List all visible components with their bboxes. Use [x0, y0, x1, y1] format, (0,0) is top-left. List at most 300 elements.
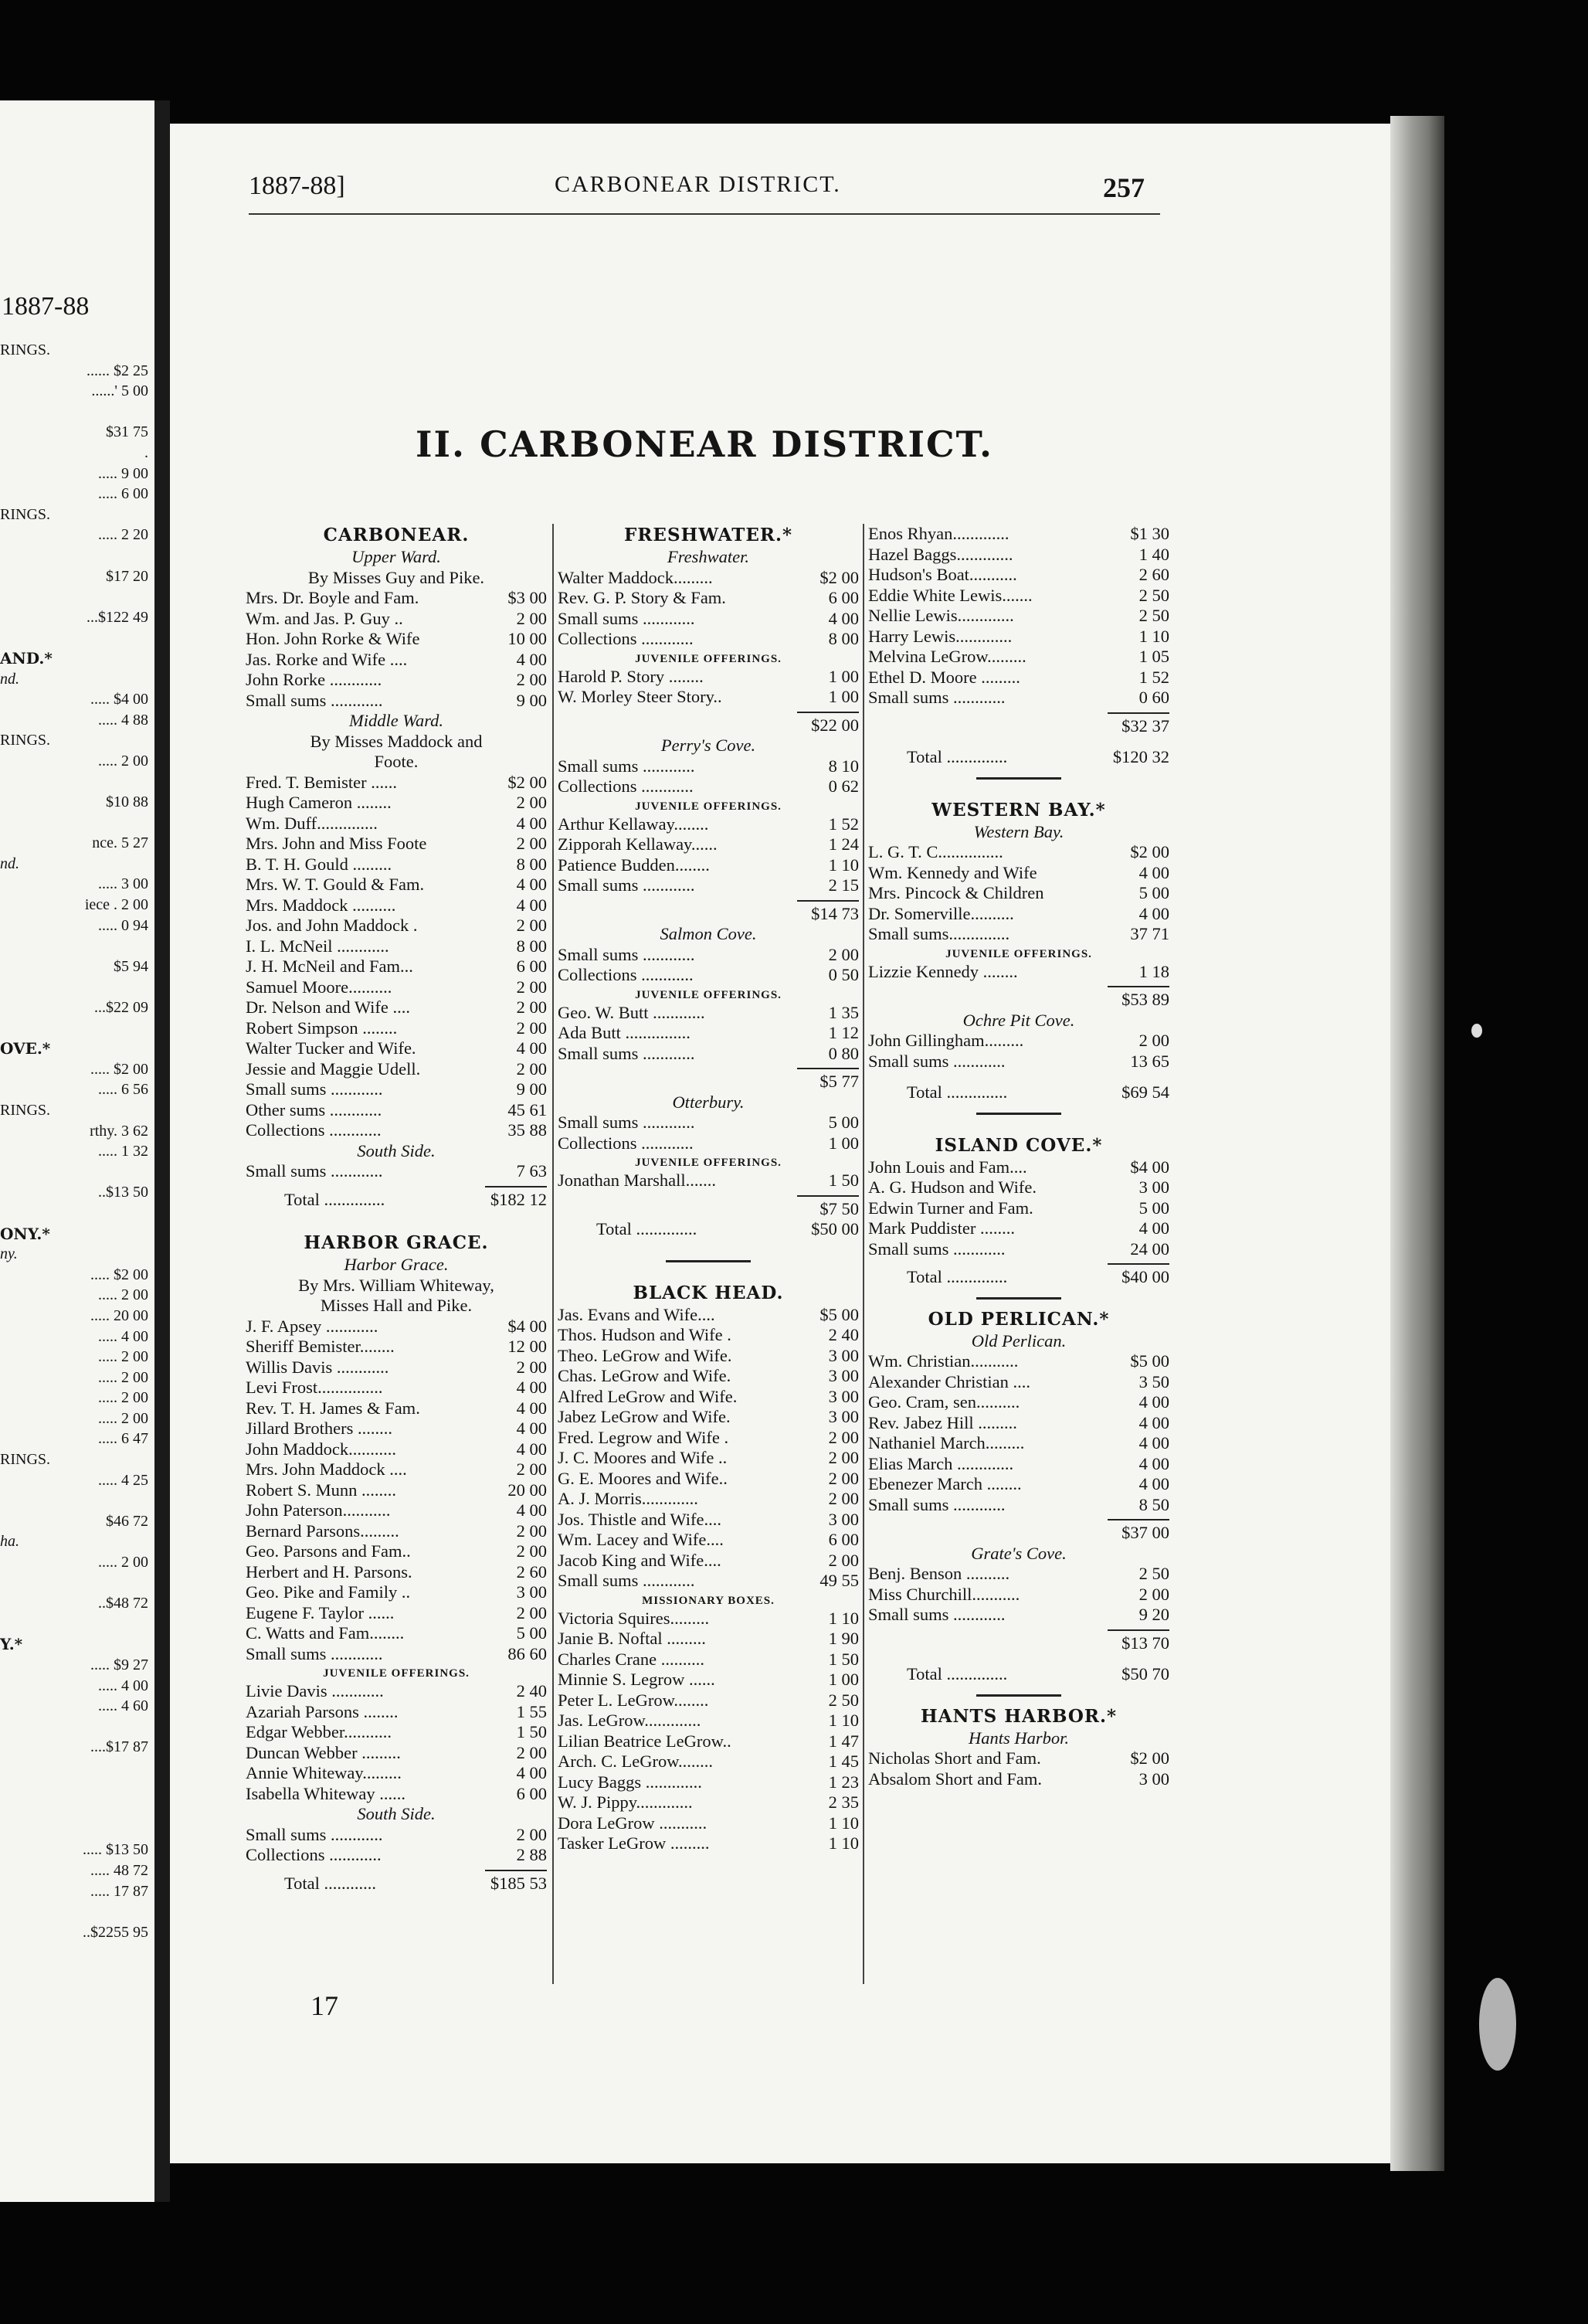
entry-amount: $120 32	[1112, 747, 1169, 766]
entry-amount: 20 00	[507, 1480, 547, 1500]
entry-amount: 1 10	[828, 1833, 859, 1853]
entry-amount: 9 00	[516, 1079, 547, 1099]
entry-amount: 4 00	[828, 608, 859, 628]
entry-amount: 2 00	[516, 1520, 547, 1541]
entry-amount: 5 00	[516, 1623, 547, 1643]
total-row	[868, 747, 1169, 768]
collector-note: By Misses Guy and Pike.	[307, 567, 485, 587]
entry-name: Total ..............	[907, 747, 1008, 766]
facing-page-line: RINGS.	[0, 1451, 51, 1469]
entry-amount: $3 00	[507, 588, 547, 607]
entry-name: Ebenezer March ........	[868, 1474, 1022, 1493]
section-separator	[868, 1685, 1169, 1705]
entry-name: Small sums ............	[246, 1824, 383, 1844]
contribution-row	[246, 1018, 547, 1039]
entry-amount: $37 00	[1121, 1523, 1169, 1542]
sum-rule	[868, 1515, 1169, 1523]
contribution-row	[246, 1784, 547, 1805]
entry-name: Small sums ............	[246, 1643, 383, 1663]
entry-amount: 2 00	[516, 1058, 547, 1079]
facing-page-line	[0, 1779, 148, 1799]
entry-name: Ethel D. Moore .........	[868, 667, 1020, 687]
entry-name: Small sums ............	[558, 944, 695, 964]
entry-name: Small sums ............	[868, 1051, 1006, 1071]
subsection-heading: South Side.	[357, 1804, 436, 1823]
entry-amount: 5 00	[828, 1113, 859, 1132]
contribution-row	[868, 1748, 1169, 1769]
entry-amount: 2 00	[828, 1468, 859, 1488]
entry-amount: $5 77	[819, 1072, 859, 1091]
facing-page-line: ..... 4 88	[98, 711, 148, 729]
subsection-heading: Western Bay.	[973, 821, 1064, 841]
entry-amount: 2 00	[516, 1357, 547, 1377]
entry-name: Collections ............	[558, 965, 694, 984]
entry-name: Walter Tucker and Wife.	[246, 1038, 416, 1058]
entry-amount: 4 00	[516, 1763, 547, 1782]
entry-name: Mrs. John and Miss Foote	[246, 834, 427, 853]
contribution-row	[868, 1585, 1169, 1605]
spacer	[246, 1210, 547, 1221]
contribution-row	[246, 629, 547, 650]
entry-name: Jos. and John Maddock .	[246, 916, 418, 935]
entry-amount: 1 45	[828, 1751, 859, 1771]
contribution-row	[246, 1623, 547, 1644]
entry-name: Small sums ............	[868, 1238, 1006, 1259]
separator-line	[666, 1260, 751, 1271]
entry-name: Duncan Webber .........	[246, 1742, 401, 1762]
sum-rule	[558, 708, 859, 715]
total-row	[246, 1190, 547, 1211]
collector-note: By Misses Maddock and	[310, 731, 483, 751]
contribution-row	[558, 834, 859, 855]
entry-amount: 2 00	[828, 1489, 859, 1508]
facing-page-line: ..... 20 00	[90, 1306, 148, 1324]
entry-amount: 1 50	[828, 1649, 859, 1669]
category-label: JUVENILE OFFERINGS.	[635, 652, 782, 665]
contribution-row	[558, 1407, 859, 1428]
contribution-row	[246, 1161, 547, 1182]
contribution-row	[558, 1387, 859, 1408]
section-separator	[558, 1251, 859, 1271]
facing-page-line: $5 94	[114, 957, 148, 975]
entry-name: Geo. Parsons and Fam..	[246, 1541, 411, 1561]
contribution-row	[558, 1551, 859, 1571]
total-row	[868, 1664, 1169, 1685]
contribution-row	[246, 793, 547, 814]
total-row	[558, 1219, 859, 1240]
entry-amount: 4 00	[1138, 1433, 1169, 1452]
facing-page-line	[0, 813, 148, 834]
entry-name: Edwin Turner and Fam.	[868, 1198, 1033, 1218]
entry-name: Annie Whiteway.........	[246, 1763, 402, 1782]
facing-page-line: ..... 2 20	[98, 526, 148, 544]
entry-amount: $53 89	[1121, 990, 1169, 1009]
total-row	[868, 1267, 1169, 1288]
entry-name: Wm. Christian...........	[868, 1351, 1019, 1371]
contribution-row	[558, 855, 859, 876]
entry-name: Dr. Somerville..........	[868, 903, 1014, 923]
scan-speck	[1471, 1024, 1482, 1038]
entry-amount: 1 10	[828, 1813, 859, 1833]
facing-page-line	[0, 1758, 148, 1779]
entry-amount: $32 37	[1121, 715, 1169, 736]
contribution-row	[246, 1038, 547, 1059]
spacer	[868, 1123, 1169, 1134]
entry-name: Lucy Baggs .............	[558, 1772, 702, 1792]
contribution-row	[246, 1644, 547, 1665]
category-label: JUVENILE OFFERINGS.	[635, 1157, 782, 1169]
entry-amount: 2 15	[828, 875, 859, 895]
entry-amount: 0 50	[828, 965, 859, 984]
subtotal-row	[558, 715, 859, 736]
entry-amount: 2 50	[828, 1690, 859, 1710]
facing-page-line: nd.	[0, 855, 19, 872]
entry-amount: 8 10	[828, 756, 859, 776]
entry-amount: 2 50	[1138, 606, 1169, 625]
entry-amount: 4 00	[516, 1439, 547, 1459]
entry-amount: 49 55	[819, 1571, 859, 1590]
entry-amount: $182 12	[490, 1189, 547, 1209]
facing-page-line: ..... 9 00	[98, 464, 148, 482]
entry-amount: 6 00	[516, 956, 547, 976]
facing-page-line	[0, 545, 148, 566]
entry-amount: 2 00	[828, 1550, 859, 1570]
entry-amount: 4 00	[1138, 1412, 1169, 1432]
entry-amount: 2 88	[516, 1845, 547, 1864]
entry-name: Hon. John Rorke & Wife	[246, 629, 420, 648]
entry-name: Arch. C. LeGrow........	[558, 1751, 713, 1771]
section-separator	[868, 1103, 1169, 1123]
spacer	[868, 1653, 1169, 1664]
contribution-row	[868, 863, 1169, 884]
entry-amount: 4 00	[1138, 903, 1169, 923]
entry-amount: 1 52	[828, 814, 859, 834]
entry-name	[868, 1523, 1112, 1544]
entry-name: Melvina LeGrow.........	[868, 647, 1026, 666]
facing-page-line: ..... 2 00	[98, 1348, 148, 1366]
contribution-row	[868, 565, 1169, 586]
subtotal-row	[558, 1072, 859, 1092]
contribution-row	[558, 1469, 859, 1490]
entry-amount: 1 40	[1138, 544, 1169, 564]
entry-amount: 0 80	[828, 1043, 859, 1063]
facing-page-line: RINGS.	[0, 732, 51, 749]
entry-amount: 1 47	[828, 1731, 859, 1751]
facing-page-line: nd.	[0, 670, 19, 688]
subsection-heading: Harbor Grace.	[344, 1255, 449, 1274]
subtotal-row	[558, 904, 859, 925]
entry-amount: 4 00	[1138, 862, 1169, 882]
contribution-row	[868, 668, 1169, 688]
sum-rule	[246, 1866, 547, 1874]
contribution-row	[868, 1474, 1169, 1495]
contribution-row	[558, 1448, 859, 1469]
total-row	[868, 1082, 1169, 1103]
entry-amount: 2 00	[516, 834, 547, 853]
contribution-row	[868, 1157, 1169, 1178]
contribution-row	[246, 1337, 547, 1357]
facing-page-header: 1887-88	[2, 292, 90, 321]
contribution-row	[558, 814, 859, 835]
entry-name: Fred. Legrow and Wife .	[558, 1427, 729, 1447]
column-3	[868, 524, 1169, 1789]
entry-amount: 2 00	[516, 793, 547, 812]
entry-name: Nathaniel March.........	[868, 1433, 1025, 1452]
section-separator	[868, 1288, 1169, 1308]
contribution-row	[558, 1325, 859, 1346]
sum-rule	[868, 1259, 1169, 1267]
entry-amount: 2 00	[1138, 1584, 1169, 1604]
entry-name: Alexander Christian ....	[868, 1371, 1030, 1391]
subsection-heading: Salmon Cove.	[660, 924, 757, 943]
entry-name: Tasker LeGrow .........	[558, 1833, 710, 1853]
entry-amount: $69 54	[1121, 1082, 1169, 1102]
subtotal-row	[868, 716, 1169, 737]
entry-name: Livie Davis ............	[246, 1681, 384, 1701]
contribution-row	[246, 1845, 547, 1866]
facing-page-line	[0, 586, 148, 607]
entry-amount: 4 00	[516, 813, 547, 833]
contribution-row	[246, 1459, 547, 1480]
contribution-row	[868, 1564, 1169, 1585]
contribution-row	[558, 1170, 859, 1191]
entry-name: Mrs. Maddock ..........	[246, 895, 396, 915]
entry-name: I. L. McNeil ............	[246, 936, 389, 956]
facing-page-line: ...$22 09	[94, 999, 148, 1016]
entry-name: Samuel Moore..........	[246, 977, 392, 997]
entry-amount: $1 30	[1130, 524, 1169, 543]
entry-name: Small sums ............	[558, 875, 695, 895]
facing-page-line	[0, 1901, 148, 1922]
entry-amount: 3 00	[1138, 1177, 1169, 1197]
entry-amount: 4 00	[1138, 1453, 1169, 1473]
contribution-row	[246, 1439, 547, 1460]
contribution-row	[246, 1398, 547, 1419]
facing-page-line	[0, 771, 148, 792]
contribution-row	[868, 1218, 1169, 1239]
entry-name: Jas. LeGrow.............	[558, 1711, 701, 1730]
section-heading: WESTERN BAY.*	[931, 799, 1106, 821]
facing-page-line: ..... 0 94	[98, 916, 148, 934]
facing-page-line: ..... 3 00	[98, 875, 148, 893]
contribution-row	[246, 1743, 547, 1764]
contribution-row	[868, 524, 1169, 545]
header-rule	[249, 213, 1160, 215]
entry-amount: 2 00	[516, 1824, 547, 1844]
contribution-row	[246, 936, 547, 957]
entry-name: Jillard Brothers ........	[246, 1419, 392, 1438]
contribution-row	[558, 965, 859, 986]
facing-page-line: ..... 6 56	[98, 1081, 148, 1099]
facing-page-line	[0, 1490, 148, 1511]
entry-name: Harold P. Story ........	[558, 666, 704, 686]
contribution-row	[868, 1454, 1169, 1475]
contribution-row	[868, 962, 1169, 983]
entry-name: Victoria Squires.........	[558, 1608, 710, 1628]
section-heading: BLACK HEAD.	[633, 1282, 784, 1303]
facing-page-lines	[0, 340, 148, 1942]
entry-name: Small sums ............	[246, 690, 383, 710]
entry-name: Janie B. Noftal .........	[558, 1629, 706, 1648]
contribution-row	[868, 1495, 1169, 1516]
contribution-row	[868, 924, 1169, 945]
contribution-row	[246, 1825, 547, 1846]
entry-name: Benj. Benson ..........	[868, 1564, 1010, 1583]
entry-name: B. T. H. Gould .........	[246, 854, 392, 874]
contribution-row	[246, 1079, 547, 1100]
subtotal-row	[868, 1523, 1169, 1544]
subtotal-row	[868, 990, 1169, 1011]
total-row	[246, 1874, 547, 1894]
facing-page-line: ..... $2 00	[90, 1266, 148, 1283]
contribution-row	[558, 568, 859, 589]
subsection-heading: Upper Ward.	[351, 547, 441, 566]
entry-amount: $22 00	[811, 715, 859, 735]
contribution-row	[558, 1133, 859, 1154]
entry-amount: 4 00	[516, 1378, 547, 1397]
entry-amount: 2 00	[516, 977, 547, 997]
subtotal-row	[558, 1199, 859, 1220]
facing-page-line: ......' 5 00	[91, 382, 148, 400]
contribution-row	[868, 842, 1169, 863]
entry-amount: 9 00	[516, 690, 547, 710]
entry-name	[558, 1199, 802, 1220]
entry-name: Small sums..............	[868, 924, 1010, 943]
entry-name: Small sums ............	[868, 1605, 1006, 1624]
entry-name: Zipporah Kellaway......	[558, 834, 718, 854]
facing-page-line: ...... $2 25	[87, 362, 148, 379]
contribution-row	[868, 1351, 1169, 1372]
facing-page-line: ..... 48 72	[90, 1861, 148, 1879]
contribution-row	[246, 1582, 547, 1603]
entry-name: Absalom Short and Fam.	[868, 1768, 1042, 1789]
category-label: JUVENILE OFFERINGS.	[635, 988, 782, 1001]
contribution-row	[246, 609, 547, 630]
entry-name: Mrs. Pincock & Children	[868, 883, 1044, 902]
sum-rule	[868, 708, 1169, 716]
sum-rule	[558, 1191, 859, 1199]
entry-amount: 3 00	[828, 1345, 859, 1365]
facing-page-line	[0, 1799, 148, 1819]
entry-name: Collections ............	[558, 776, 694, 796]
entry-name: Azariah Parsons ........	[246, 1701, 399, 1721]
subsection-heading: Perry's Cove.	[660, 736, 756, 755]
entry-name: Dr. Nelson and Wife ....	[246, 997, 411, 1017]
column-divider-2	[863, 524, 864, 1984]
contribution-row	[558, 1833, 859, 1854]
entry-name: Small sums ............	[558, 608, 695, 628]
entry-name: J. H. McNeil and Fam...	[246, 956, 413, 976]
facing-page-line: ..... 4 25	[98, 1471, 148, 1489]
subsection-heading: Otterbury.	[672, 1092, 745, 1112]
entry-amount: 2 00	[516, 1742, 547, 1762]
entry-amount: 1 50	[828, 1170, 859, 1190]
facing-page-line: ..... 6 00	[98, 485, 148, 503]
facing-page-line: ..... 2 00	[98, 1286, 148, 1304]
contribution-row	[868, 1198, 1169, 1219]
entry-name: Patience Budden........	[558, 855, 710, 875]
subsection-heading: Ochre Pit Cove.	[962, 1010, 1075, 1030]
sum-rule	[558, 1064, 859, 1072]
contribution-row	[246, 670, 547, 691]
contribution-row	[558, 1751, 859, 1772]
entry-amount: 7 63	[516, 1161, 547, 1181]
facing-page-line: $17 20	[106, 567, 148, 585]
facing-page-line: ..... $2 00	[90, 1060, 148, 1078]
contribution-row	[246, 1541, 547, 1562]
entry-name: Walter Maddock.........	[558, 567, 713, 587]
entry-amount: 2 00	[516, 1541, 547, 1561]
scan-speck	[1479, 1978, 1516, 2071]
spacer	[868, 736, 1169, 747]
entry-name: Eddie White Lewis.......	[868, 585, 1033, 605]
contribution-row	[246, 691, 547, 712]
entry-amount: 3 00	[828, 1366, 859, 1385]
entry-amount: 3 00	[828, 1386, 859, 1406]
entry-amount: 4 00	[516, 649, 547, 669]
collector-note: By Mrs. William Whiteway,	[298, 1275, 494, 1295]
contribution-row	[246, 1562, 547, 1583]
contribution-row	[246, 834, 547, 855]
entry-amount: 8 00	[516, 854, 547, 874]
entry-name: Ada Butt ...............	[558, 1023, 691, 1042]
facing-page-line: ..$48 72	[98, 1595, 148, 1612]
entry-name: Other sums ............	[246, 1099, 382, 1120]
section-heading: CARBONEAR.	[323, 525, 470, 545]
entry-amount: $185 53	[490, 1873, 547, 1893]
contribution-row	[868, 627, 1169, 647]
entry-name	[558, 1072, 802, 1092]
contribution-row	[868, 1413, 1169, 1434]
entry-name: Peter L. LeGrow........	[558, 1690, 709, 1710]
running-head-year: 1887-88]	[249, 172, 345, 200]
entry-name: Thos. Hudson and Wife .	[558, 1325, 731, 1344]
entry-name: John Gillingham.........	[868, 1031, 1024, 1050]
contribution-row	[246, 814, 547, 834]
entry-name: Hudson's Boat...........	[868, 565, 1017, 584]
facing-page-line: ..... 2 00	[98, 1554, 148, 1571]
contribution-row	[246, 1681, 547, 1702]
sum-rule	[246, 1182, 547, 1190]
entry-amount: 2 50	[1138, 585, 1169, 605]
column-2	[558, 524, 859, 1854]
spacer	[868, 788, 1169, 799]
entry-amount: 2 00	[828, 1448, 859, 1467]
entry-name: Fred. T. Bemister ......	[246, 772, 398, 792]
entry-name: C. Watts and Fam........	[246, 1623, 405, 1643]
entry-amount: 86 60	[507, 1643, 547, 1663]
entry-name: Total ..............	[284, 1189, 385, 1209]
facing-page-line	[0, 1614, 148, 1635]
contribution-row	[868, 1239, 1169, 1260]
spacer	[558, 1271, 859, 1282]
entry-name: Wm. Lacey and Wife....	[558, 1530, 724, 1549]
contribution-row	[868, 1052, 1169, 1072]
entry-name: Levi Frost...............	[246, 1378, 383, 1397]
facing-page-line: ..$13 50	[98, 1184, 148, 1201]
section-heading: OLD PERLICAN.*	[928, 1308, 1110, 1330]
entry-amount: 2 60	[516, 1561, 547, 1582]
entry-amount: 4 00	[516, 1419, 547, 1438]
entry-amount: 1 24	[828, 834, 859, 854]
entry-amount: 6 00	[516, 1783, 547, 1803]
facing-page-line: ..... 4 00	[98, 1677, 148, 1694]
contribution-row	[868, 1605, 1169, 1626]
spacer	[558, 1240, 859, 1251]
entry-name: Theo. LeGrow and Wife.	[558, 1345, 732, 1365]
contribution-row	[558, 1629, 859, 1650]
contribution-row	[868, 586, 1169, 606]
